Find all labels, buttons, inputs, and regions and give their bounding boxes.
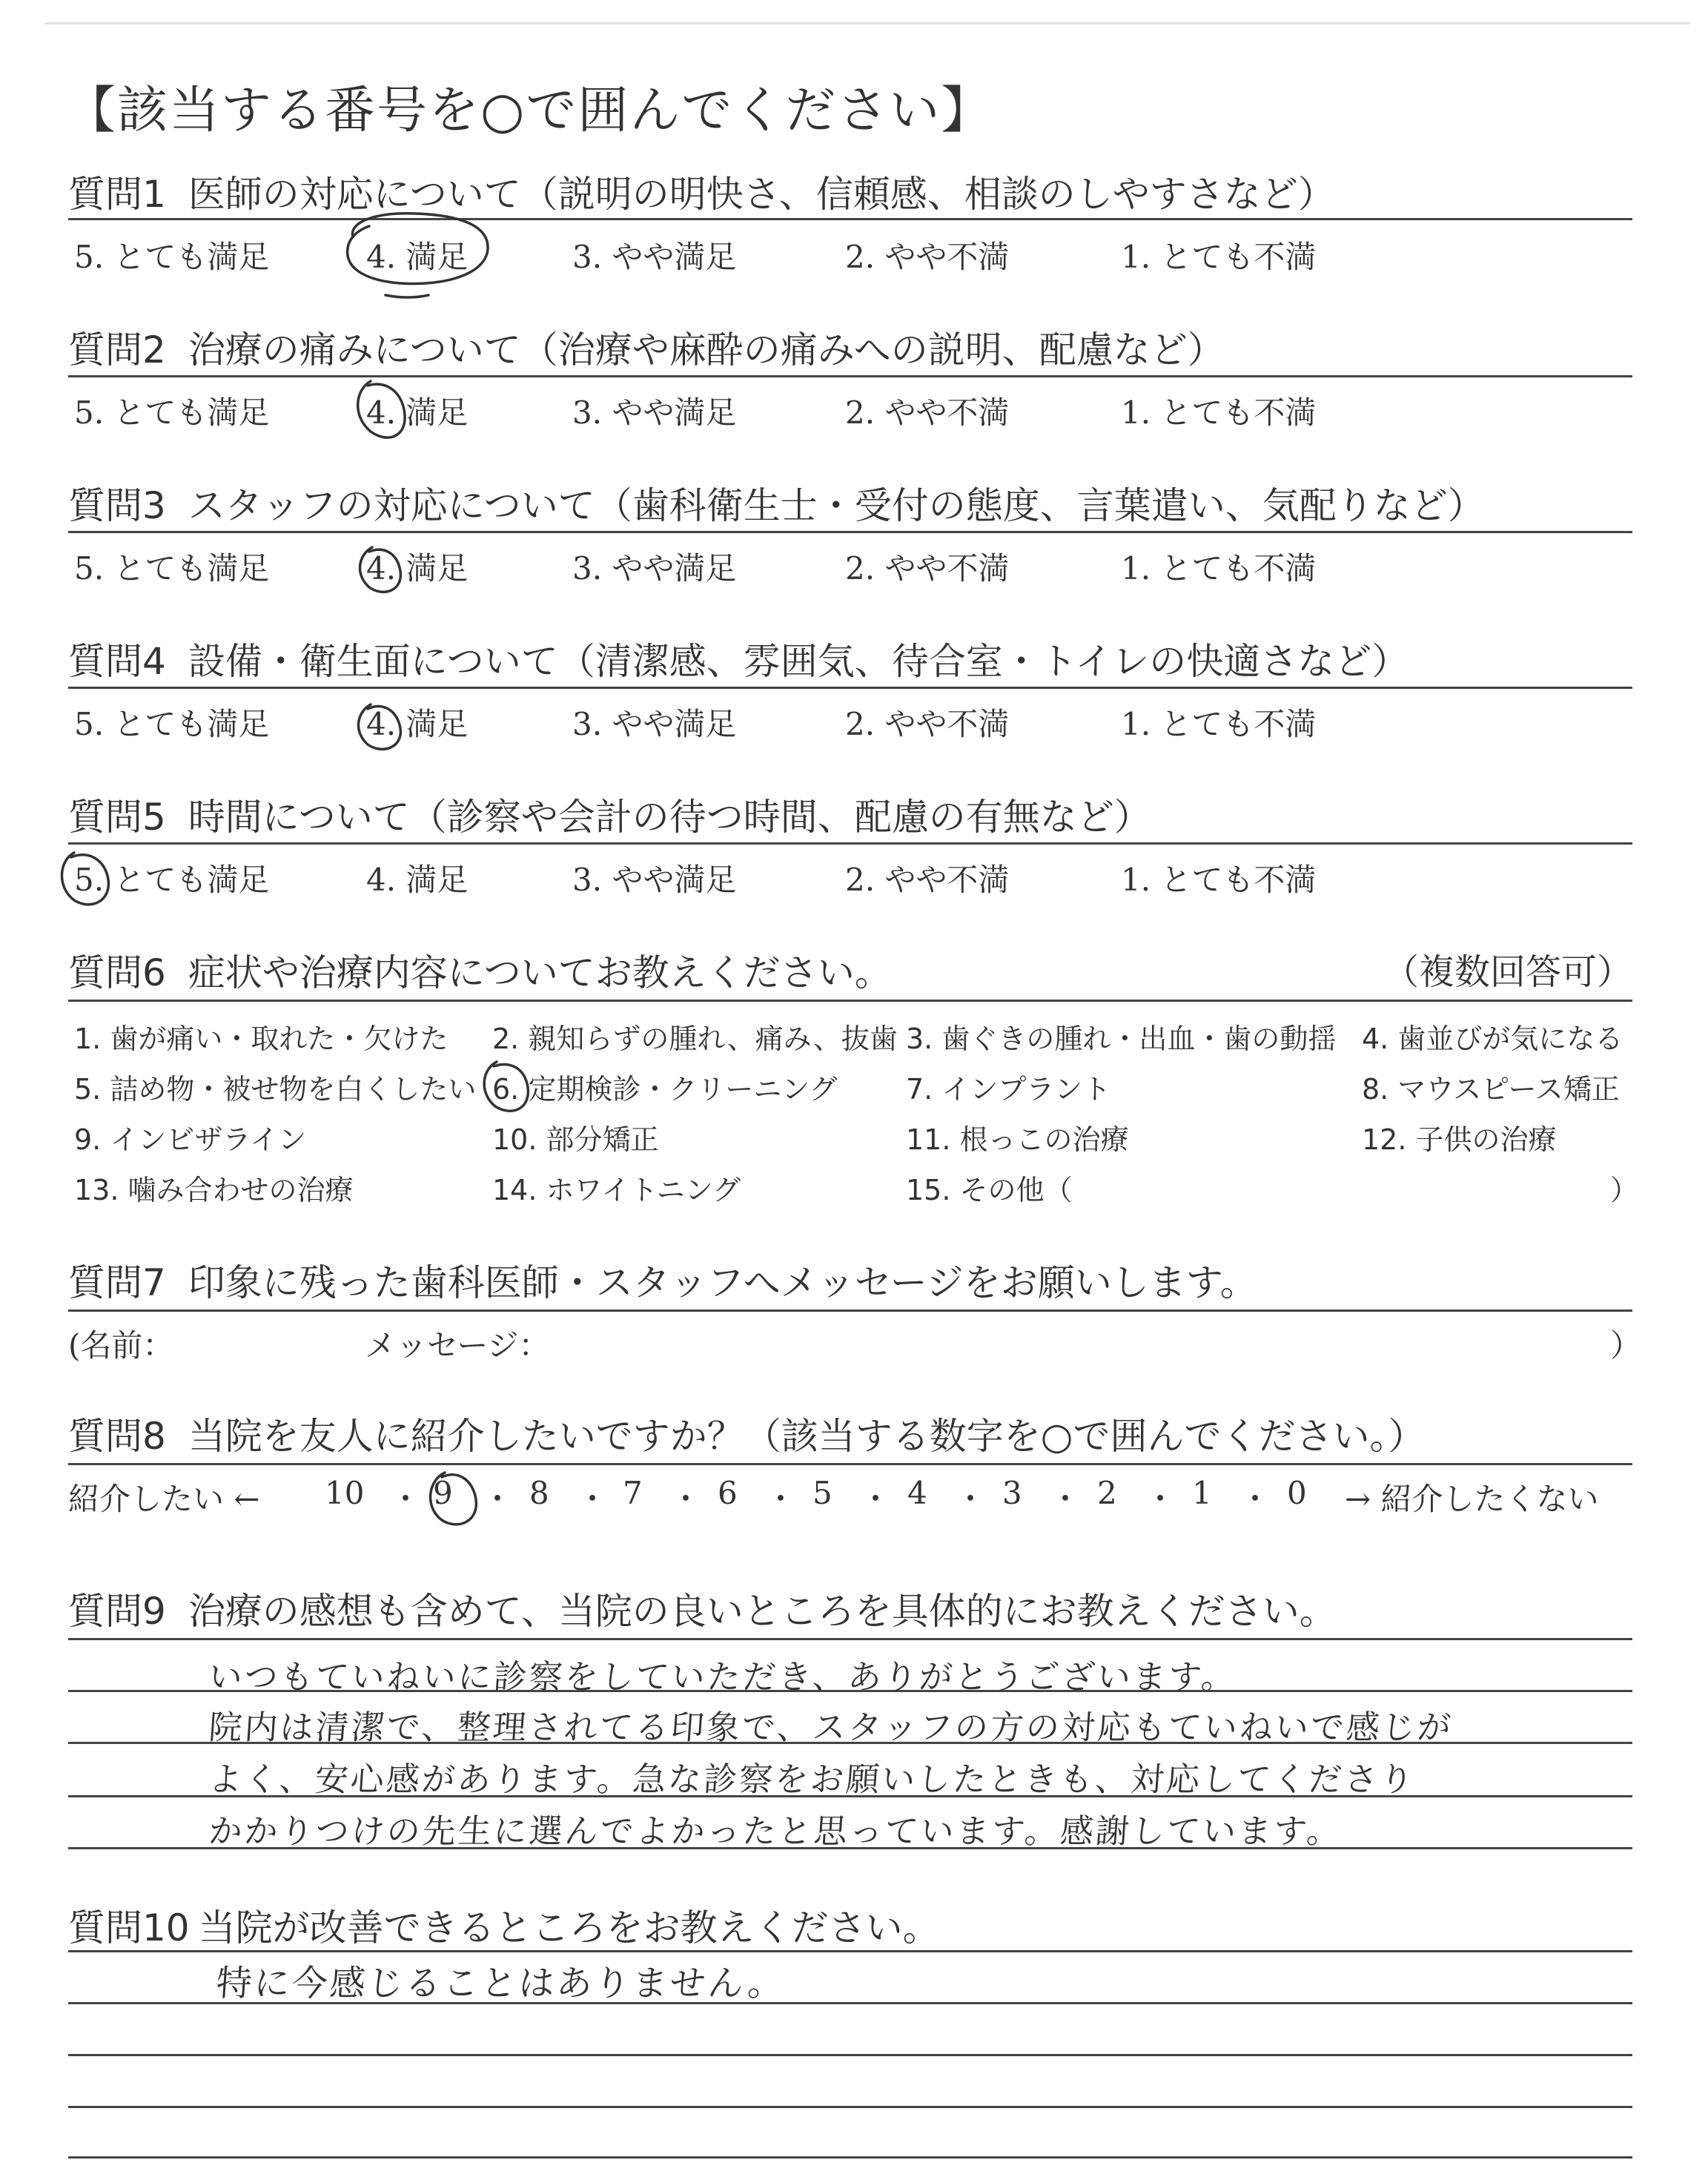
question-5 xyxy=(68,787,1632,906)
q4-option-2[interactable]: 2. やや不満 xyxy=(845,706,1010,742)
question-1-heading xyxy=(68,165,1335,218)
scale-4[interactable]: 4 xyxy=(907,1475,927,1511)
question-2-number: 質問2 xyxy=(68,328,166,371)
question-9-number: 質問9 xyxy=(68,1590,166,1633)
question-7-rule xyxy=(68,1309,1632,1312)
q5-option-4[interactable]: 4. 満足 xyxy=(366,862,469,898)
q3-option-5[interactable]: 5. とても満足 xyxy=(74,550,270,587)
q3-option-4[interactable]: 4. 満足 xyxy=(366,550,469,587)
scale-dot: ・ xyxy=(390,1481,422,1517)
question-6 xyxy=(68,943,1639,1210)
question-10 xyxy=(68,1898,1632,2158)
q6-item-1[interactable]: 1. 歯が痛い・取れた・欠けた xyxy=(74,1023,448,1055)
scale-dot: ・ xyxy=(765,1481,797,1517)
question-7-heading xyxy=(68,1253,1257,1307)
q6-item-6[interactable]: 6. 定期検診・クリーニング xyxy=(492,1073,838,1106)
q9-answer-line-3[interactable]: よく、安心感があります。急な診察をお願いしたときも、対応してくださり xyxy=(207,1760,1417,1799)
q5-option-3[interactable]: 3. やや満足 xyxy=(572,862,737,898)
q6-item-9[interactable]: 9. インビザライン xyxy=(74,1123,307,1156)
question-4-rule xyxy=(68,687,1632,689)
q6-item-5[interactable]: 5. 詰め物・被せ物を白くしたい xyxy=(74,1073,477,1106)
question-10-number: 質問10 xyxy=(68,1906,190,1949)
message-close: ） xyxy=(1610,1327,1642,1364)
q1-option-1[interactable]: 1. とても不満 xyxy=(1121,239,1317,275)
scale-dot: ・ xyxy=(1145,1481,1176,1517)
q4-option-3[interactable]: 3. やや満足 xyxy=(572,706,737,742)
q6-item-15-close: ） xyxy=(1610,1174,1639,1206)
scale-1[interactable]: 1 xyxy=(1192,1475,1212,1511)
question-8 xyxy=(68,1407,1632,1555)
scale-right-label: → 紹介したくない xyxy=(1345,1481,1599,1517)
answer-line xyxy=(68,2054,1632,2056)
question-1-text: 医師の対応について（説明の明快さ、信頼感、相談のしやすさなど） xyxy=(188,173,1335,216)
question-9-heading xyxy=(68,1582,1337,1635)
question-9-text: 治療の感想も含めて、当院の良いところを具体的にお教えください。 xyxy=(188,1590,1337,1633)
recommend-scale xyxy=(68,1475,1632,1519)
scale-dot: ・ xyxy=(860,1481,892,1517)
question-3 xyxy=(68,476,1632,595)
q4-option-5[interactable]: 5. とても満足 xyxy=(74,706,270,742)
question-6-rule xyxy=(68,1000,1632,1002)
question-7 xyxy=(68,1253,1642,1401)
question-2-text: 治療の痛みについて（治療や麻酔の痛みへの説明、配慮など） xyxy=(188,328,1225,371)
q5-option-1[interactable]: 1. とても不満 xyxy=(1121,862,1317,898)
question-1-number: 質問1 xyxy=(68,173,166,216)
question-8-text: 当院を友人に紹介したいですか？（該当する数字を○で囲んでください。） xyxy=(188,1415,1426,1458)
scale-dot: ・ xyxy=(482,1481,514,1517)
question-6-number: 質問6 xyxy=(68,951,166,994)
scale-dot: ・ xyxy=(1050,1481,1082,1517)
scale-2[interactable]: 2 xyxy=(1097,1475,1117,1511)
q2-option-5[interactable]: 5. とても満足 xyxy=(74,394,270,431)
question-6-text: 症状や治療内容についてお教えください。 xyxy=(188,951,892,994)
scale-dot: ・ xyxy=(1239,1481,1271,1517)
question-3-heading xyxy=(68,476,1485,529)
scale-8[interactable]: 8 xyxy=(529,1475,549,1511)
q9-answer-line-1[interactable]: いつもていねいに診察をしていただき、ありがとうございます。 xyxy=(207,1657,1239,1697)
q1-option-4[interactable]: 4. 満足 xyxy=(366,239,469,275)
question-9 xyxy=(68,1582,1632,1863)
q1-circle-tail xyxy=(385,295,428,297)
question-4 xyxy=(68,632,1632,750)
question-7-number: 質問7 xyxy=(68,1261,166,1304)
q6-item-10[interactable]: 10. 部分矯正 xyxy=(492,1123,659,1156)
question-4-heading xyxy=(68,632,1409,685)
question-3-text: スタッフの対応について（歯科衛生士・受付の態度、言葉遣い、気配りなど） xyxy=(188,484,1485,527)
page-title: 【該当する番号を○で囲んでください】 xyxy=(65,82,993,140)
q1-option-5[interactable]: 5. とても満足 xyxy=(74,239,270,275)
scale-left-label: 紹介したい ← xyxy=(68,1481,260,1517)
q3-option-1[interactable]: 1. とても不満 xyxy=(1121,550,1317,587)
question-2 xyxy=(68,320,1632,439)
q6-item-8[interactable]: 8. マウスピース矯正 xyxy=(1362,1073,1620,1106)
q6-item-2[interactable]: 2. 親知らずの腫れ、痛み、抜歯 xyxy=(492,1023,898,1055)
q6-item-3[interactable]: 3. 歯ぐきの腫れ・出血・歯の動揺 xyxy=(906,1023,1337,1055)
q2-option-4[interactable]: 4. 満足 xyxy=(366,394,469,431)
multiple-answer-note: （複数回答可） xyxy=(1383,951,1632,993)
question-2-rule xyxy=(68,375,1632,377)
q1-option-3[interactable]: 3. やや満足 xyxy=(572,239,737,275)
question-3-number: 質問3 xyxy=(68,484,166,527)
question-7-text: 印象に残った歯科医師・スタッフへメッセージをお願いします。 xyxy=(188,1261,1257,1304)
q9-answer-line-4[interactable]: かかりつけの先生に選んでよかったと思っています。感謝しています。 xyxy=(207,1811,1344,1851)
q9-answer-line-2[interactable]: 院内は清潔で、整理されてる印象で、スタッフの方の対応もていねいで感じが xyxy=(207,1708,1454,1747)
question-8-number: 質問8 xyxy=(68,1415,166,1458)
q2-option-1[interactable]: 1. とても不満 xyxy=(1121,394,1317,431)
q6-item-12[interactable]: 12. 子供の治療 xyxy=(1362,1123,1557,1156)
q6-item-14[interactable]: 14. ホワイトニング xyxy=(492,1174,741,1206)
q1-option-2[interactable]: 2. やや不満 xyxy=(845,239,1010,275)
q3-option-3[interactable]: 3. やや満足 xyxy=(572,550,737,587)
answer-line xyxy=(68,1950,1632,1952)
scale-dot: ・ xyxy=(955,1481,987,1517)
q2-option-2[interactable]: 2. やや不満 xyxy=(845,394,1010,431)
question-10-heading xyxy=(68,1898,940,1952)
q2-option-3[interactable]: 3. やや満足 xyxy=(572,394,737,431)
question-6-heading xyxy=(68,943,892,997)
question-3-rule xyxy=(68,531,1632,533)
question-4-text: 設備・衛生面について（清潔感、雰囲気、待合室・トイレの快適さなど） xyxy=(188,640,1409,683)
scale-9[interactable]: 9 xyxy=(433,1475,453,1511)
scale-7[interactable]: 7 xyxy=(623,1475,643,1511)
question-8-rule xyxy=(68,1463,1632,1465)
q5-option-2[interactable]: 2. やや不満 xyxy=(845,862,1010,898)
q10-answer-line-1[interactable]: 特に今感じることはありません。 xyxy=(214,1963,787,2004)
question-5-number: 質問5 xyxy=(68,796,166,839)
q6-item-4[interactable]: 4. 歯並びが気になる xyxy=(1362,1023,1623,1055)
question-5-heading xyxy=(68,787,1151,841)
question-8-heading xyxy=(68,1407,1425,1460)
scale-5[interactable]: 5 xyxy=(812,1475,833,1511)
q6-item-11[interactable]: 11. 根っこの治療 xyxy=(906,1123,1129,1156)
question-5-text: 時間について（診察や会計の待つ時間、配慮の有無など） xyxy=(188,796,1151,839)
question-1-rule xyxy=(68,218,1632,220)
answer-line xyxy=(68,2156,1632,2159)
q6-item-13[interactable]: 13. 噛み合わせの治療 xyxy=(74,1174,354,1206)
question-10-text: 当院が改善できるところをお教えください。 xyxy=(198,1906,940,1949)
scale-10[interactable]: 10 xyxy=(325,1475,365,1511)
q3-option-2[interactable]: 2. やや不満 xyxy=(845,550,1010,587)
answer-line xyxy=(68,2106,1632,2108)
scale-dot: ・ xyxy=(577,1481,609,1517)
scale-6[interactable]: 6 xyxy=(718,1475,738,1511)
message-label[interactable]: メッセージ： xyxy=(365,1327,550,1364)
q5-option-5[interactable]: 5. とても満足 xyxy=(74,862,270,898)
q6-item-7[interactable]: 7. インプラント xyxy=(906,1073,1111,1106)
q6-item-15[interactable]: 15. その他（ xyxy=(906,1174,1073,1206)
question-2-heading xyxy=(68,320,1225,374)
question-1 xyxy=(68,165,1632,283)
name-label: (名前： xyxy=(68,1327,174,1364)
top-edge-line xyxy=(44,22,1690,24)
q4-option-4[interactable]: 4. 満足 xyxy=(366,706,469,742)
scale-0[interactable]: 0 xyxy=(1287,1475,1307,1511)
answer-line xyxy=(68,1638,1632,1640)
scale-dot: ・ xyxy=(670,1481,702,1517)
question-5-rule xyxy=(68,842,1632,845)
q4-option-1[interactable]: 1. とても不満 xyxy=(1121,706,1317,742)
question-4-number: 質問4 xyxy=(68,640,166,683)
scale-3[interactable]: 3 xyxy=(1002,1475,1022,1511)
